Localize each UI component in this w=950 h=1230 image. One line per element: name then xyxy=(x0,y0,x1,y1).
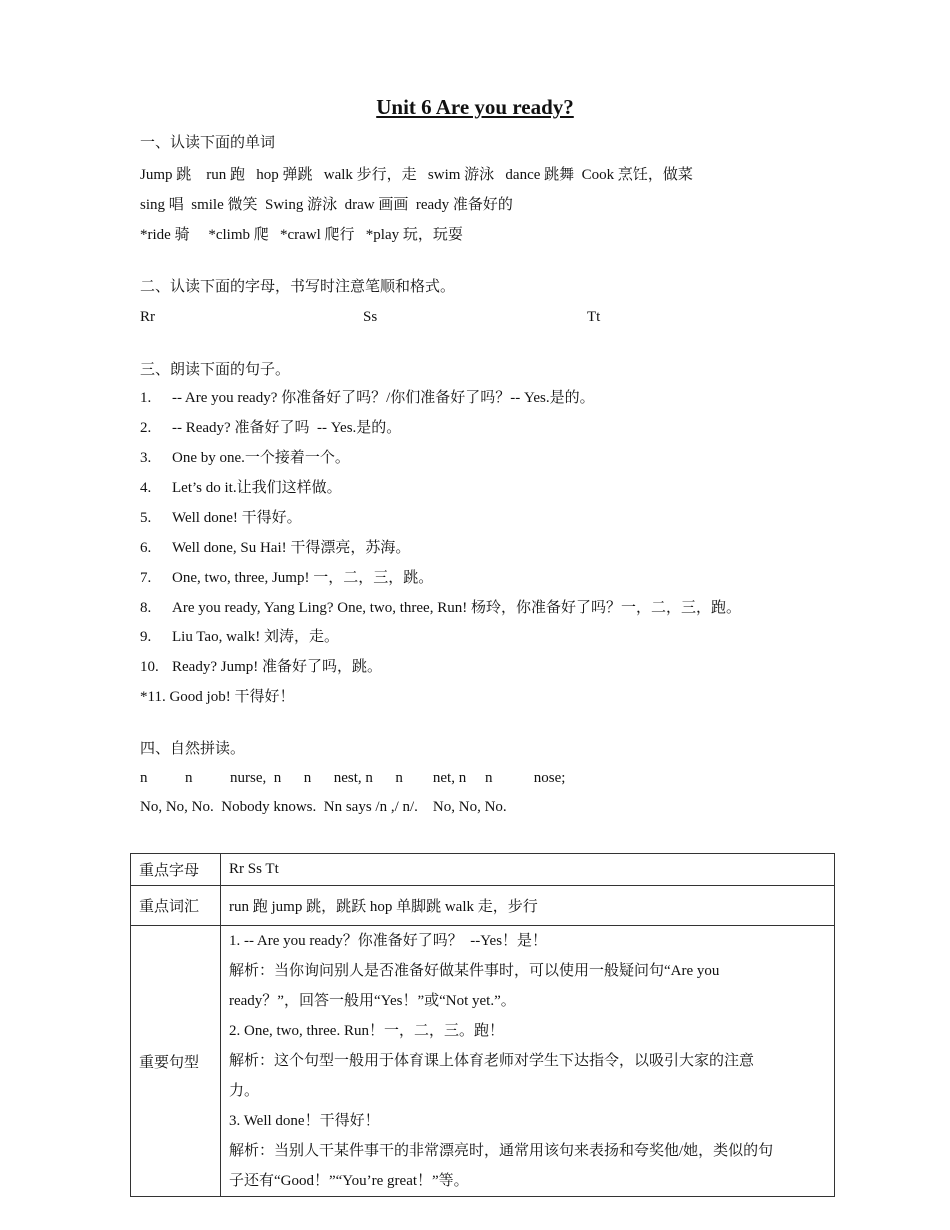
sentence-text: One by one.一个接着一个。 xyxy=(172,450,350,466)
page-title: Unit 6 Are you ready? xyxy=(376,95,574,119)
section-2-heading: 二、认读下面的字母，书写时注意笔顺和格式。 xyxy=(140,279,456,295)
section-1-heading: 一、认读下面的单词 xyxy=(140,135,276,151)
sentence-pattern-2: 2. One, two, three. Run！一，二，三。跑！ xyxy=(229,1023,504,1039)
vocab-line-2: sing 唱 smile 微笑 Swing 游泳 draw 画画 ready 准备好的 xyxy=(140,197,513,213)
key-letters: Rr Ss Tt xyxy=(221,854,835,886)
analysis-line: 解析：当别人干某件事干的非常漂亮时，通常用该句来表扬和夸奖他/她，类似的句 xyxy=(229,1143,774,1159)
sentence-number: 4. xyxy=(140,480,152,496)
sentence-text: One, two, three, Jump! 一，二，三，跳。 xyxy=(172,570,434,586)
sentence-text: Are you ready, Yang Ling? One, two, three, Run! 杨玲，你准备好了吗？一，二，三，跑。 xyxy=(172,600,741,616)
sentence-extra: *11. Good job! 干得好！ xyxy=(140,689,295,705)
sentence-number: 9. xyxy=(140,629,152,645)
summary-table xyxy=(130,853,835,1197)
sentence-item xyxy=(140,448,350,468)
sentence-item xyxy=(140,598,741,618)
sentence-item xyxy=(140,508,302,528)
row-header-sentences: 重要句型 xyxy=(131,926,221,1197)
sentence-number: 3. xyxy=(140,450,152,466)
analysis-line: 子还有“Good！”“You’re great！”等。 xyxy=(229,1173,469,1189)
sentence-item xyxy=(140,538,410,558)
row-header-letters: 重点字母 xyxy=(131,854,221,886)
phonics-chant: No, No, No. Nobody knows. Nn says /n ,/ n/. No, No, No. xyxy=(140,799,507,815)
sentence-number: 7. xyxy=(140,570,152,586)
sentence-pattern-3: 3. Well done！干得好！ xyxy=(229,1113,380,1129)
sentence-pattern-1: 1. -- Are you ready？你准备好了吗？ --Yes！是！ xyxy=(229,933,548,949)
sentence-text: Let’s do it.让我们这样做。 xyxy=(172,480,342,496)
sentence-number: 10. xyxy=(140,659,159,675)
sentence-number: 1. xyxy=(140,390,152,406)
key-sentences xyxy=(221,926,835,1197)
analysis-line: ready？”，回答一般用“Yes！”或“Not yet.”。 xyxy=(229,993,516,1009)
vocab-line-1: Jump 跳 run 跑 hop 弹跳 walk 步行，走 swim 游泳 dance 跳舞 Cook 烹饪，做菜 xyxy=(140,167,693,183)
sentence-text: -- Are you ready? 你准备好了吗？/你们准备好了吗？-- Yes.是的。 xyxy=(172,390,595,406)
analysis-line: 解析：这个句型一般用于体育课上体育老师对学生下达指令，以吸引大家的注意 xyxy=(229,1053,755,1069)
sentence-text: Liu Tao, walk! 刘涛，走。 xyxy=(172,629,339,645)
letter-rr: Rr xyxy=(140,309,155,325)
row-header-vocab: 重点词汇 xyxy=(131,886,221,926)
analysis-line: 力。 xyxy=(229,1083,260,1099)
sentence-number: 8. xyxy=(140,600,152,616)
phonics-line: n n nurse, n n nest, n n net, n n nose; xyxy=(140,770,566,786)
analysis-line: 解析：当你询问别人是否准备好做某件事时，可以使用一般疑问句“Are you xyxy=(229,963,720,979)
section-4-heading: 四、自然拼读。 xyxy=(140,741,246,757)
section-3-heading: 三、朗读下面的句子。 xyxy=(140,362,291,378)
table-row xyxy=(131,926,835,1197)
sentence-item xyxy=(140,568,433,588)
sentence-text: -- Ready? 准备好了吗 -- Yes.是的。 xyxy=(172,420,402,436)
vocab-line-3: *ride 骑 *climb 爬 *crawl 爬行 *play 玩，玩耍 xyxy=(140,227,463,243)
sentence-item xyxy=(140,418,401,438)
sentence-number: 2. xyxy=(140,420,152,436)
sentence-text: Well done, Su Hai! 干得漂亮，苏海。 xyxy=(172,540,411,556)
letter-ss: Ss xyxy=(363,309,378,325)
sentence-item xyxy=(140,627,339,647)
table-row xyxy=(131,854,835,886)
table-row xyxy=(131,886,835,926)
sentence-text: Well done! 干得好。 xyxy=(172,510,302,526)
key-vocab: run 跑 jump 跳，跳跃 hop 单脚跳 walk 走，步行 xyxy=(221,886,835,926)
sentence-item xyxy=(140,388,595,408)
sentence-number: 6. xyxy=(140,540,152,556)
sentence-item xyxy=(140,478,342,498)
sentence-number: 5. xyxy=(140,510,152,526)
sentence-text: Ready? Jump! 准备好了吗，跳。 xyxy=(172,659,382,675)
letter-tt: Tt xyxy=(587,309,601,325)
sentence-item xyxy=(140,657,382,677)
